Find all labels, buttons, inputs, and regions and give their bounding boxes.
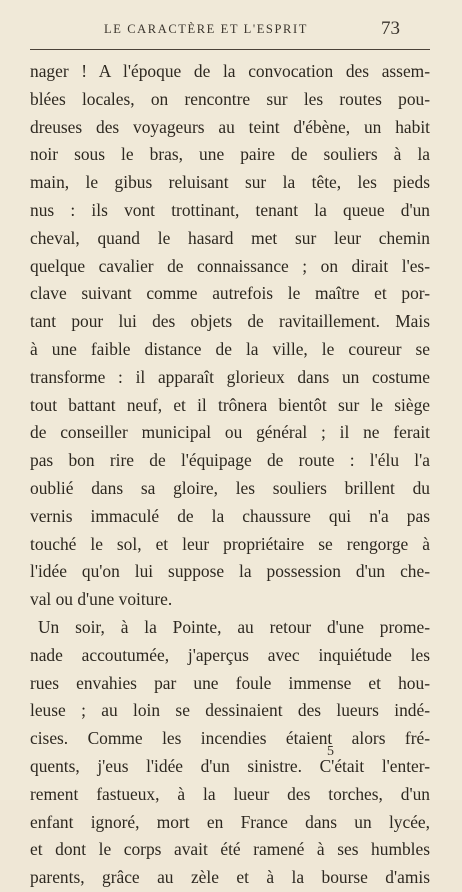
text-line: val ou d'une voiture. xyxy=(30,589,173,610)
page-number: 73 xyxy=(381,18,400,39)
text-line: oublié dans sa gloire, les souliers brillent du xyxy=(30,477,430,498)
text-line: transforme : il apparaît glorieux dans un costume xyxy=(30,366,430,387)
text-line: blées locales, on rencontre sur les routes pou- xyxy=(30,88,430,109)
text-line: touché le sol, et leur propriétaire se rengorge à xyxy=(30,533,430,554)
body-text xyxy=(30,58,430,892)
text-line: Un soir, à la Pointe, au retour d'une prome- xyxy=(38,616,430,637)
text-line: dreuses des voyageurs au teint d'ébène, un habit xyxy=(30,116,430,137)
text-line: de conseiller municipal ou général ; il ne ferait xyxy=(30,422,430,443)
text-line: pas bon rire de l'équipage de route : l'élu l'a xyxy=(30,450,430,471)
text-line: nus : ils vont trottinant, tenant la queue d'un xyxy=(30,199,430,220)
text-line: main, le gibus reluisant sur la tête, les pieds xyxy=(30,172,430,193)
signature-mark: 5 xyxy=(327,744,334,759)
text-line: tout battant neuf, et il trônera bientôt sur le siège xyxy=(30,394,430,415)
text-line: et dont le corps avait été ramené à ses humbles xyxy=(30,839,430,860)
header-rule xyxy=(30,49,430,50)
paragraph-1 xyxy=(30,58,430,614)
text-line: parents, grâce au zèle et à la bourse d'amis xyxy=(30,867,430,888)
text-line: tant pour lui des objets de ravitaillement. Mais xyxy=(30,311,430,332)
text-line: leuse ; au loin se dessinaient des lueurs indé- xyxy=(30,700,430,721)
text-line: à une faible distance de la ville, le coureur se xyxy=(30,338,430,359)
text-line: l'idée qu'on lui suppose la possession d'un che- xyxy=(30,561,430,582)
text-line: rues envahies par une foule immense et hou- xyxy=(30,672,430,693)
text-line: nade accoutumée, j'aperçus avec inquiétude les xyxy=(30,644,430,665)
text-line: quents, j'eus l'idée d'un sinistre. C'était l'enter- xyxy=(30,755,430,776)
paragraph-2 xyxy=(30,614,430,892)
text-line: cises. Comme les incendies étaient alors fré- xyxy=(30,728,430,749)
text-line: cheval, quand le hasard met sur leur chemin xyxy=(30,227,430,248)
running-head: LE CARACTÈRE ET L'ESPRIT xyxy=(104,22,308,36)
text-line: enfant ignoré, mort en France dans un lycée, xyxy=(30,811,430,832)
text-line: vernis immaculé de la chaussure qui n'a pas xyxy=(30,505,430,526)
text-line: nager ! A l'époque de la convocation des assem- xyxy=(30,61,430,81)
text-line: noir sous le bras, une paire de souliers à la xyxy=(30,144,430,165)
text-line: clave suivant comme autrefois le maître et por- xyxy=(30,283,430,304)
text-line: rement fastueux, à la lueur des torches, d'un xyxy=(30,783,430,804)
text-line: quelque cavalier de connaissance ; on dirait l'es- xyxy=(30,255,430,276)
